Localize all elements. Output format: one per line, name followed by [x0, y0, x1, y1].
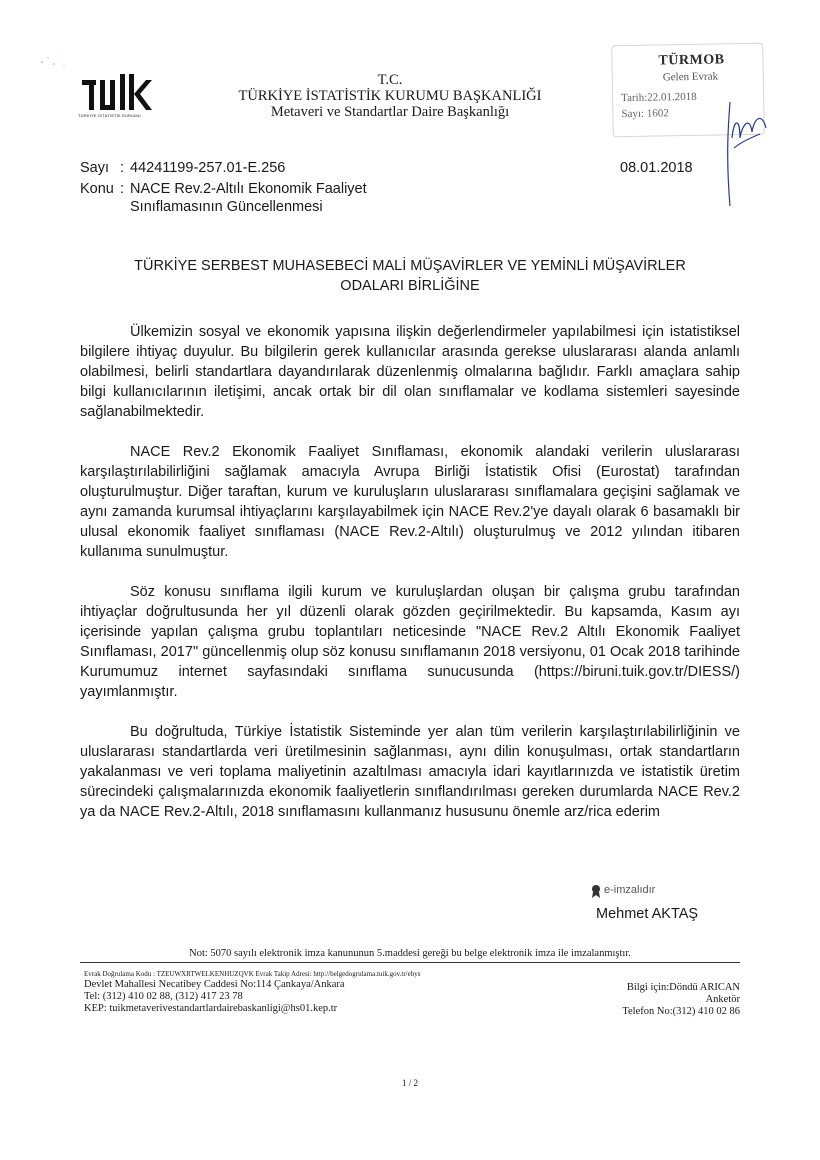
sayi-separator: : [120, 160, 125, 176]
konu-label: Konu [80, 181, 114, 197]
info-title: Anketör [705, 994, 740, 1005]
legal-note: Not: 5070 sayılı elektronik imza kanununun 5.maddesi gereği bu belge elektronik imza ile imzalanmıştır. [80, 948, 740, 963]
footer-kep: KEP: tuikmetaverivestandartlardairebaskanligi@hs01.kep.tr [84, 1003, 338, 1014]
footer-tel: Tel: (312) 410 02 88, (312) 417 23 78 [84, 991, 243, 1002]
header-institution: TÜRKİYE İSTATİSTİK KURUMU BAŞKANLIĞI [238, 88, 542, 104]
stamp-date: Tarih:22.01.2018 [621, 90, 697, 105]
konu-separator: : [120, 181, 125, 197]
recipient-line1: TÜRKİYE SERBEST MUHASEBECİ MALİ MÜŞAVİRLER VE YEMİNLİ MÜŞAVİRLER [134, 258, 686, 274]
tuik-logo [80, 72, 160, 118]
signer-name: Mehmet AKTAŞ [596, 906, 699, 922]
konu-line2: Sınıflamasının Güncellenmesi [130, 199, 323, 215]
stamp-org: TÜRMOB [658, 52, 725, 69]
scan-speckle [38, 52, 68, 70]
sayi-label: Sayı [80, 160, 110, 176]
paragraph-2: NACE Rev.2 Ekonomik Faaliyet Sınıflaması, ekonomik alandaki verilerin uluslararası karşılaştırılabilirliğini sağlamak amacıyla Avrupa Birliği İstatistik Ofisi (Eurostat) tarafından oluşturulmuştur. Diğer taraftan, kurum ve kuruluşların uluslararası sınıflamalara geçişini sağlamak ve aynı zamanda kurumsal ihtiyaçlarını karşılayabilmek için NACE Rev.2'ye dayalı olarak 6 basamaklı bir ulusal ekonomik faaliyet sınıflaması (NACE Rev.2-Altılı) oluşturulmuş ve 2012 yılından itibaren kullanıma sunulmuştur. [80, 444, 740, 560]
recipient [80, 256, 740, 296]
letter-body [80, 322, 740, 842]
stamp-type: Gelen Evrak [662, 70, 719, 84]
footer-contact [84, 970, 554, 1015]
page-number: 1 / 2 [401, 1078, 418, 1088]
stamp-number: Sayı: 1602 [621, 107, 669, 121]
header-tc: T.C. [377, 72, 403, 88]
recipient-line2: ODALARI BİRLİĞİNE [340, 278, 480, 294]
handwritten-initial [700, 88, 780, 208]
sayi-value: 44241199-257.01-E.256 [130, 160, 286, 176]
paragraph-4: Bu doğrultuda, Türkiye İstatistik Sisteminde yer alan tüm verilerin karşılaştırılabilirliğinin ve uluslararası standartlarda veri üretilmesinin sağlanması, aynı dilin konuşulması, ortak standartların yakalanması ve veri toplama maliyetinin azaltılması amacıyla idari kayıtlarınızda ve istatistik üretim sürecindeki çalışmalarınızda ekonomik faaliyetlerin sınıflandırılması gereken durumlarda NACE Rev.2 ya da NACE Rev.2-Altılı, 2018 sınıflamasını kullanmanız hususunu önemle arz/rica ederim [80, 724, 740, 820]
letter-date: 08.01.2018 [620, 160, 693, 176]
header-department: Metaveri ve Standartlar Daire Başkanlığı [270, 104, 510, 120]
paragraph-1: Ülkemizin sosyal ve ekonomik yapısına ilişkin değerlendirmeler yapılabilmesi için istatistiksel bilgilere ihtiyaç duyulur. Bu bilgilerin gerek kullanıcılar arasında gerekse uluslararası alanda anlamlı olabilmesi, belirli standartlara dayandırılarak düzenlenmiş olmalarına bağlıdır. Farklı amaçlara sahip bilgi kullanıcılarının iletişimi, ancak ortak bir dil olan sınıflamalar ve kodlama sistemleri sayesinde sağlanabilmektedir. [80, 324, 740, 420]
info-phone: Telefon No:(312) 410 02 86 [622, 1006, 740, 1017]
e-signature-label: e-imzalıdır [604, 884, 656, 896]
info-contact: Bilgi için:Döndü ARICAN [626, 982, 740, 993]
logo-subtitle: TÜRKİYE İSTATİSTİK KURUMU [78, 113, 141, 118]
ribbon-icon [590, 884, 602, 898]
footer-address: Devlet Mahallesi Necatibey Caddesi No:114 Çankaya/Ankara [84, 979, 345, 990]
verification-code: Evrak Doğrulama Kodu : TZEUWXRTWELKENHUZQVK Evrak Takip Adresi: http://belgedogrulama.tuik.gov.tr/ebys [84, 970, 421, 978]
konu-line1: NACE Rev.2-Altılı Ekonomik Faaliyet [130, 181, 367, 197]
footer-info [540, 982, 740, 1018]
letterhead [210, 72, 570, 120]
konu-value [130, 180, 390, 216]
paragraph-3: Söz konusu sınıflama ilgili kurum ve kuruluşlardan oluşan bir çalışma grubu tarafından ihtiyaçlar doğrultusunda her yıl düzenli olarak gözden geçirilmektedir. Bu kapsamda, Kasım ayı içerisinde yapılan çalışma grubu toplantıları neticesinde "NACE Rev.2 Altılı Ekonomik Faaliyet Sınıflaması, 2017" güncellenmiş olup söz konusu sınıflamanın 2018 versiyonu, 01 Ocak 2018 tarihinde Kurumumuz internet sayfasındaki sınıflama sunucusunda (https://biruni.tuik.gov.tr/DIESS/) yayımlanmıştır. [80, 584, 740, 700]
